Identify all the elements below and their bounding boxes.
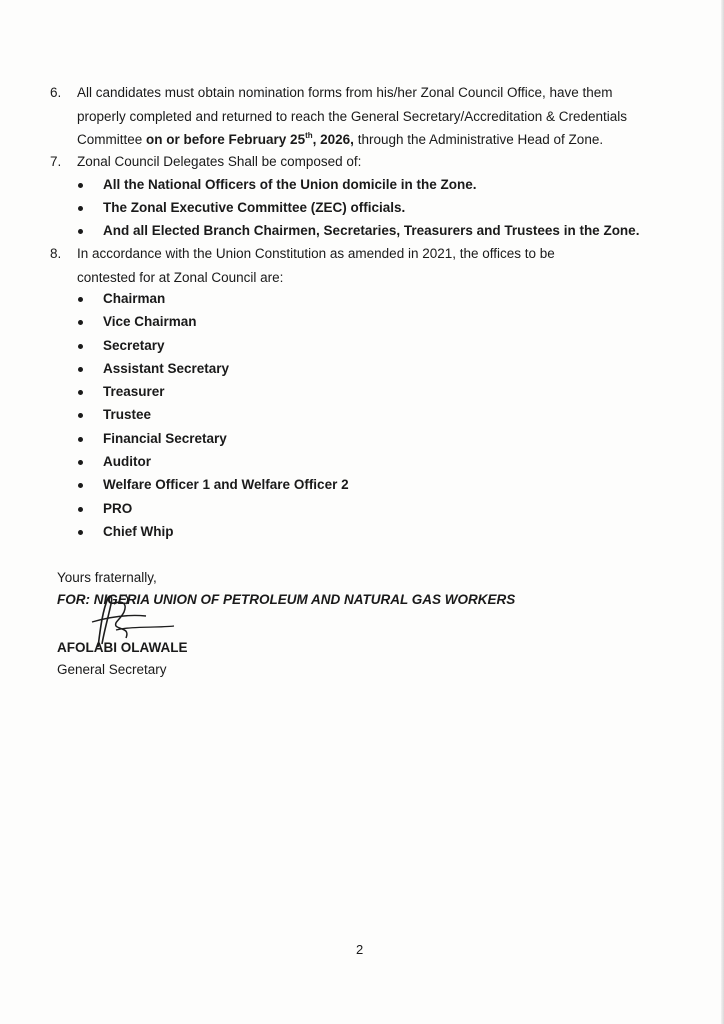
bullet-label: Vice Chairman [103, 314, 197, 329]
text-run: through the Administrative Head of Zone. [353, 132, 604, 147]
item-text [77, 150, 677, 174]
date-suffix: th [305, 130, 313, 140]
item-number: 8. [50, 246, 62, 261]
bullet-icon [78, 413, 83, 418]
item-line: properly completed and returned to reach the General Secretary/Accreditation & Credentials [77, 108, 628, 124]
bullet-icon [78, 229, 83, 234]
page-number: 2 [356, 942, 364, 957]
bullet-label: Secretary [103, 338, 165, 353]
signatory-title: General Secretary [57, 662, 167, 677]
bullet-icon [78, 460, 83, 465]
item-text [77, 81, 677, 152]
bullet-label: Treasurer [103, 384, 165, 399]
bullet-icon [78, 530, 83, 535]
bullet-label: Financial Secretary [103, 431, 227, 446]
item-line: All candidates must obtain nomination forms from his/her Zonal Council Office, have them [77, 85, 613, 100]
item-text [77, 242, 677, 289]
signatory-name: AFOLABI OLAWALE [57, 640, 188, 655]
item-line: contested for at Zonal Council are: [77, 269, 284, 285]
bullet-icon [78, 320, 83, 325]
text-run: Committee [77, 132, 147, 147]
bullet-label: Chairman [103, 291, 166, 306]
item-number: 7. [50, 154, 62, 169]
deadline-year: , 2026, [312, 132, 354, 147]
bullet-label: And all Elected Branch Chairmen, Secretaries, Treasurers and Trustees in the Zone. [103, 223, 640, 238]
item-number: 6. [50, 85, 62, 100]
bullet-label: Trustee [103, 407, 152, 422]
bullet-label: Chief Whip [103, 524, 174, 539]
salutation: Yours fraternally, [57, 570, 157, 585]
bullet-icon [78, 183, 83, 188]
bullet-label: Auditor [103, 454, 151, 469]
item-line: In accordance with the Union Constitution as amended in 2021, the offices to be [77, 246, 555, 261]
bullet-icon [78, 344, 83, 349]
bullet-icon [78, 390, 83, 395]
bullet-icon [78, 437, 83, 442]
bullet-label: All the National Officers of the Union domicile in the Zone. [103, 177, 477, 192]
bullet-label: The Zonal Executive Committee (ZEC) officials. [103, 200, 406, 215]
deadline-date: on or before February 25 [146, 132, 306, 147]
item-line [77, 128, 677, 152]
bullet-icon [78, 297, 83, 302]
bullet-icon [78, 507, 83, 512]
bullet-label: Assistant Secretary [103, 361, 230, 376]
bullet-label: PRO [103, 501, 133, 516]
bullet-icon [78, 206, 83, 211]
bullet-label: Welfare Officer 1 and Welfare Officer 2 [103, 477, 349, 492]
item-line: Zonal Council Delegates Shall be composed of: [77, 154, 362, 169]
bullet-icon [78, 483, 83, 488]
for-line: FOR: NIGERIA UNION OF PETROLEUM AND NATURAL GAS WORKERS [57, 592, 516, 607]
bullet-icon [78, 367, 83, 372]
